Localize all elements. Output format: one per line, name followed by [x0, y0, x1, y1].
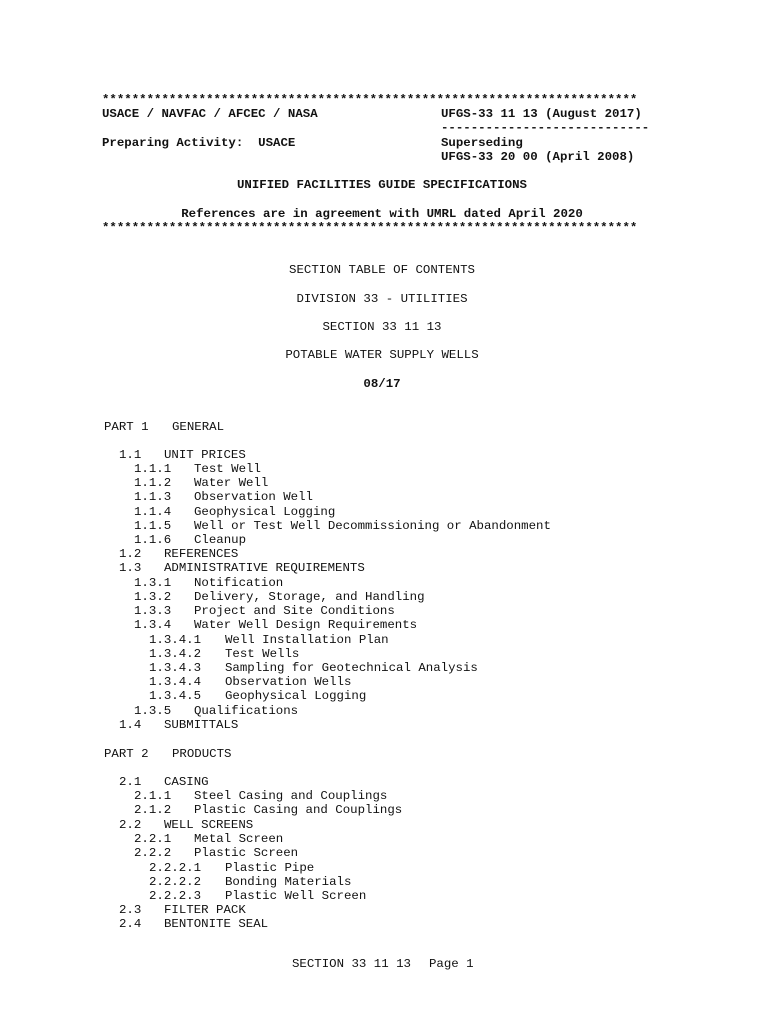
toc-entry-title: CASING — [164, 775, 209, 789]
header-agency: USACE / NAVFAC / AFCEC / NASA — [102, 107, 318, 121]
toc-entry-number: 1.1.6 — [134, 533, 172, 547]
toc-entry-title: Test Wells — [225, 647, 300, 661]
header-ufgs-number: UFGS-33 11 13 (August 2017) — [441, 107, 642, 121]
section-number: SECTION 33 11 13 — [322, 320, 442, 334]
toc-entry-title: Water Well — [194, 476, 269, 490]
toc-entry-title: Test Well — [194, 462, 261, 476]
toc-part-number: PART 2 — [104, 747, 149, 761]
toc-entry-number: 2.2 — [119, 818, 142, 832]
toc-entry-number: 2.3 — [119, 903, 142, 917]
toc-entry-title: Delivery, Storage, and Handling — [194, 590, 425, 604]
header-superseding-label: Superseding — [441, 136, 523, 150]
toc-entry-number: 1.3.4 — [134, 618, 172, 632]
toc-entry-title: SUBMITTALS — [164, 718, 239, 732]
toc-entry-title: WELL SCREENS — [164, 818, 254, 832]
toc-entry-title: Sampling for Geotechnical Analysis — [225, 661, 478, 675]
toc-entry-title: Water Well Design Requirements — [194, 618, 418, 632]
header-guide-title: UNIFIED FACILITIES GUIDE SPECIFICATIONS — [237, 178, 527, 192]
header-superseded-ufgs: UFGS-33 20 00 (April 2008) — [441, 150, 635, 164]
toc-entry-title: Well Installation Plan — [225, 633, 389, 647]
toc-entry-title: Steel Casing and Couplings — [194, 789, 388, 803]
toc-entry-title: FILTER PACK — [164, 903, 246, 917]
toc-entry-number: 2.2.2 — [134, 846, 172, 860]
toc-entry-number: 2.2.2.2 — [149, 875, 202, 889]
toc-entry-title: Plastic Well Screen — [225, 889, 367, 903]
header-star-rule-bottom: ************************************************************************ — [102, 221, 638, 235]
header-star-rule-top: ************************************************************************ — [102, 93, 638, 107]
toc-entry-number: 1.4 — [119, 718, 142, 732]
toc-entry-number: 1.1.5 — [134, 519, 172, 533]
header-references-note: References are in agreement with UMRL dated April 2020 — [181, 207, 583, 221]
toc-entry-title: BENTONITE SEAL — [164, 917, 269, 931]
footer-section: SECTION 33 11 13 — [292, 957, 411, 971]
toc-entry-number: 2.1.1 — [134, 789, 172, 803]
toc-entry-number: 1.3.5 — [134, 704, 172, 718]
toc-entry-number: 1.1.4 — [134, 505, 172, 519]
section-name: POTABLE WATER SUPPLY WELLS — [285, 348, 479, 362]
toc-entry-title: Metal Screen — [194, 832, 284, 846]
toc-entry-title: Observation Well — [194, 490, 313, 504]
toc-entry-number: 2.4 — [119, 917, 142, 931]
toc-entry-number: 2.2.2.1 — [149, 861, 202, 875]
toc-entry-number: 1.3.2 — [134, 590, 172, 604]
section-date: 08/17 — [363, 377, 401, 391]
toc-entry-title: Plastic Pipe — [225, 861, 315, 875]
toc-entry-title: Geophysical Logging — [194, 505, 336, 519]
toc-part-number: PART 1 — [104, 420, 149, 434]
toc-entry-title: Qualifications — [194, 704, 299, 718]
toc-entry-number: 1.3.4.1 — [149, 633, 202, 647]
toc-entry-number: 1.3.4.5 — [149, 689, 202, 703]
toc-entry-number: 1.3.3 — [134, 604, 172, 618]
toc-entry-title: Bonding Materials — [225, 875, 352, 889]
toc-entry-number: 2.1.2 — [134, 803, 172, 817]
toc-entry-number: 1.2 — [119, 547, 142, 561]
toc-entry-number: 1.1.2 — [134, 476, 172, 490]
toc-entry-number: 2.1 — [119, 775, 142, 789]
toc-heading: SECTION TABLE OF CONTENTS — [289, 263, 475, 277]
toc-entry-title: Project and Site Conditions — [194, 604, 395, 618]
toc-part-title: GENERAL — [172, 420, 225, 434]
toc-entry-title: Observation Wells — [225, 675, 352, 689]
toc-entry-number: 2.2.2.3 — [149, 889, 202, 903]
toc-entry-number: 1.3.4.3 — [149, 661, 202, 675]
toc-entry-number: 1.3 — [119, 561, 142, 575]
toc-entry-title: Plastic Screen — [194, 846, 299, 860]
division-title: DIVISION 33 - UTILITIES — [296, 292, 468, 306]
toc-entry-title: REFERENCES — [164, 547, 239, 561]
toc-entry-title: ADMINISTRATIVE REQUIREMENTS — [164, 561, 365, 575]
toc-entry-title: Well or Test Well Decommissioning or Abandonment — [194, 519, 551, 533]
toc-entry-number: 2.2.1 — [134, 832, 172, 846]
toc-entry-number: 1.1.1 — [134, 462, 172, 476]
toc-entry-number: 1.1 — [119, 448, 142, 462]
toc-entry-title: UNIT PRICES — [164, 448, 246, 462]
toc-entry-title: Geophysical Logging — [225, 689, 367, 703]
header-dash-rule: ---------------------------- — [441, 121, 650, 135]
toc-part-title: PRODUCTS — [172, 747, 232, 761]
toc-entry-number: 1.3.4.4 — [149, 675, 202, 689]
toc-entry-title: Plastic Casing and Couplings — [194, 803, 403, 817]
toc-entry-title: Notification — [194, 576, 284, 590]
header-preparing-activity: Preparing Activity: USACE — [102, 136, 296, 150]
toc-entry-number: 1.3.4.2 — [149, 647, 202, 661]
toc-entry-title: Cleanup — [194, 533, 247, 547]
footer-page-number: Page 1 — [429, 957, 474, 971]
toc-entry-number: 1.3.1 — [134, 576, 172, 590]
toc-entry-number: 1.1.3 — [134, 490, 172, 504]
